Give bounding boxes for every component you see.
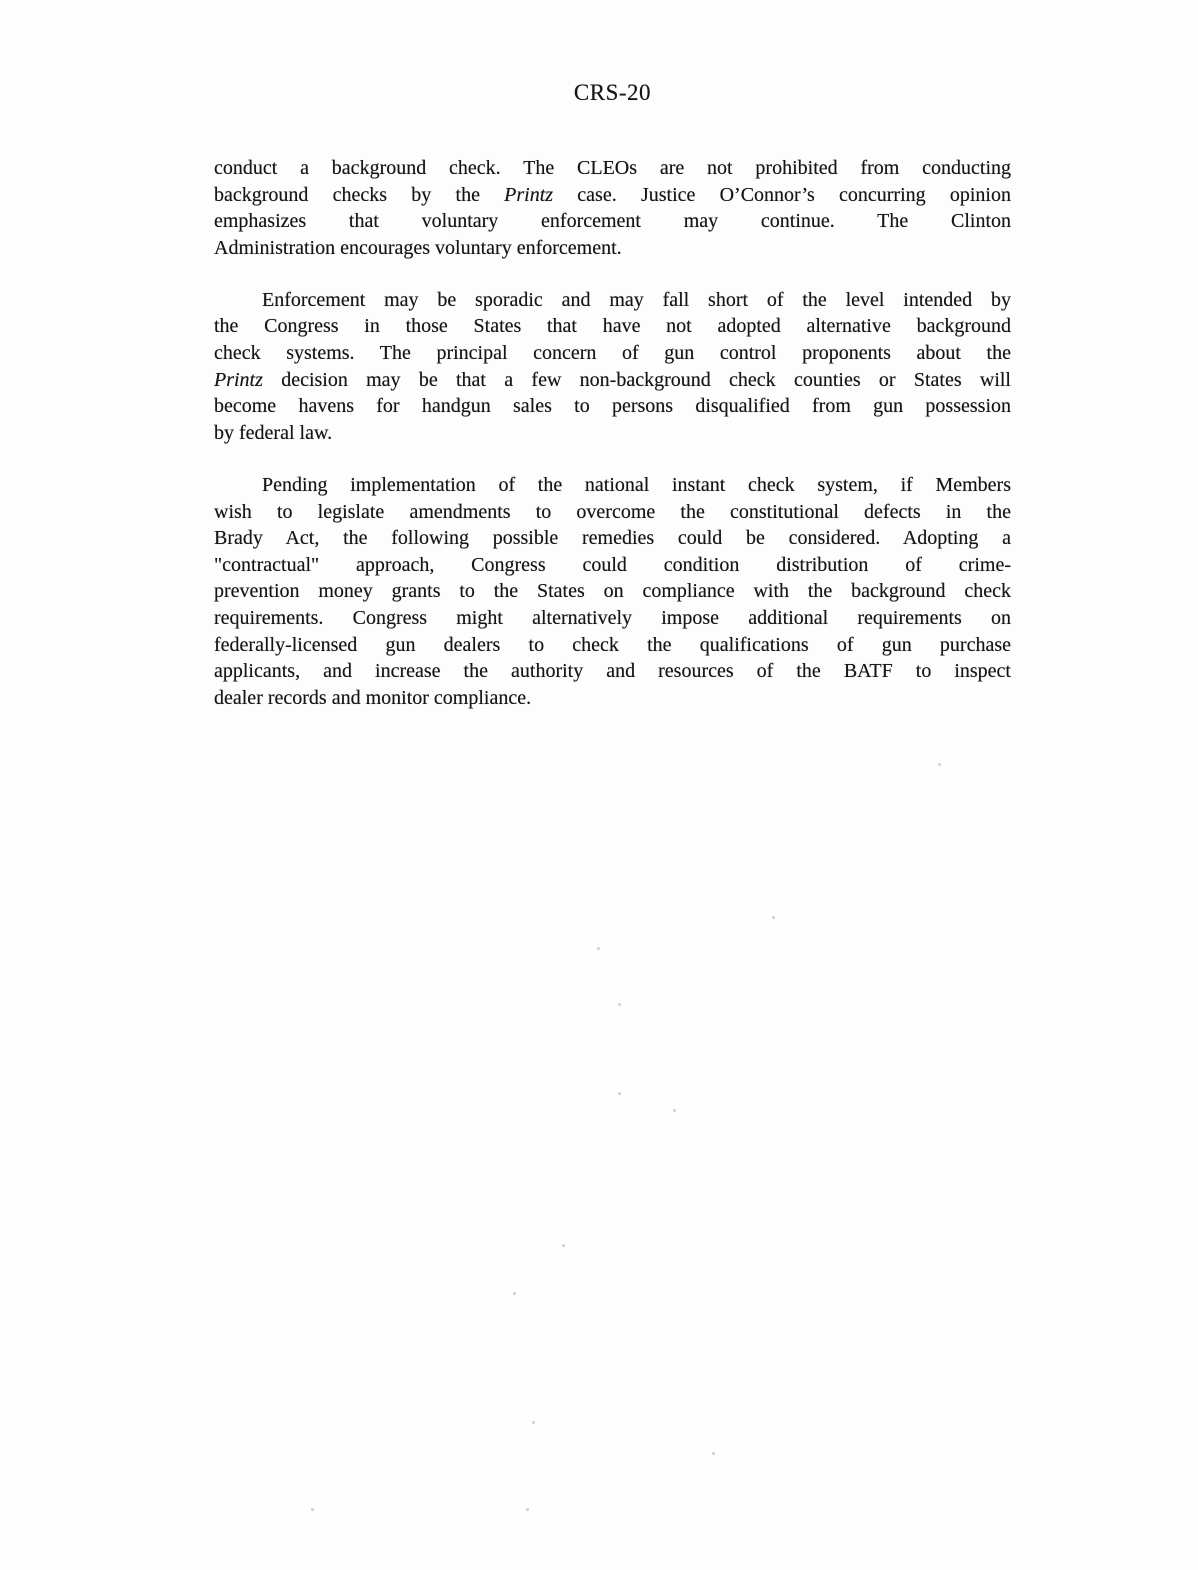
text-segment: become havens for handgun sales to persons disqualified from gun possession [214,395,1011,418]
paragraph [214,155,1011,261]
text-segment: the Congress in those States that have not adopted alternative background [214,315,1011,338]
text-line [214,235,1011,262]
text-segment: by federal law. [214,421,333,444]
scan-speck [513,1292,516,1295]
text-line [214,685,1011,712]
text-segment: wish to legislate amendments to overcome the constitutional defects in the [214,500,1011,523]
scan-speck [532,1421,535,1424]
text-segment: background checks by the [214,183,505,206]
text-line [214,287,1011,314]
text-segment: applicants, and increase the authority and resources of the BATF to inspect [214,660,1011,683]
text-line [214,658,1011,685]
page-number-header: CRS-20 [573,80,652,105]
text-segment: conduct a background check. The CLEOs are not prohibited from conducting [214,157,1011,179]
scan-speck [526,1508,529,1511]
text-line [214,208,1011,235]
text-segment: dealer records and monitor compliance. [214,686,532,709]
text-segment: prevention money grants to the States on compliance with the background check [214,580,1011,603]
text-line [214,605,1011,632]
scan-speck [938,763,941,766]
text-segment: case. Justice O’Connor’s concurring opinion [553,183,1011,206]
scan-speck [673,1109,676,1112]
scan-speck [597,947,600,950]
scan-speck [772,916,775,919]
scan-speck [311,1508,314,1511]
text-line [214,525,1011,552]
text-segment: check systems. The principal concern of gun control proponents about the [214,342,1011,365]
text-segment: Administration encourages voluntary enforcement. [214,236,622,259]
scan-speck [618,1003,621,1006]
text-line [214,313,1011,340]
text-line [214,393,1011,420]
text-line [214,632,1011,659]
text-line [214,420,1011,447]
text-segment: federally-licensed gun dealers to check the qualifications of gun purchase [214,633,1011,656]
text-segment: decision may be that a few non-background check counties or States will [262,368,1011,391]
text-segment: "contractual" approach, Congress could condition distribution of crime- [214,553,1011,576]
document-body [214,155,1011,737]
italic-case-name: Printz [214,368,263,391]
text-segment: Pending implementation of the national instant check system, if Members [262,473,1011,496]
scan-speck [618,1092,621,1095]
text-segment: Enforcement may be sporadic and may fall short of the level intended by [262,288,1011,311]
text-line [214,552,1011,579]
text-segment: emphasizes that voluntary enforcement may continue. The Clinton [214,210,1011,233]
scan-speck [712,1452,715,1455]
text-line [214,367,1011,394]
text-line [214,155,1011,182]
scan-speck [562,1244,565,1247]
paragraph [214,287,1011,447]
text-line [214,182,1011,209]
text-line [214,499,1011,526]
italic-case-name: Printz [504,183,554,206]
text-line [214,340,1011,367]
text-segment: requirements. Congress might alternatively impose additional requirements on [214,606,1011,629]
text-segment: Brady Act, the following possible remedies could be considered. Adopting a [214,527,1011,550]
text-line [214,472,1011,499]
paragraph [214,472,1011,711]
text-line [214,578,1011,605]
